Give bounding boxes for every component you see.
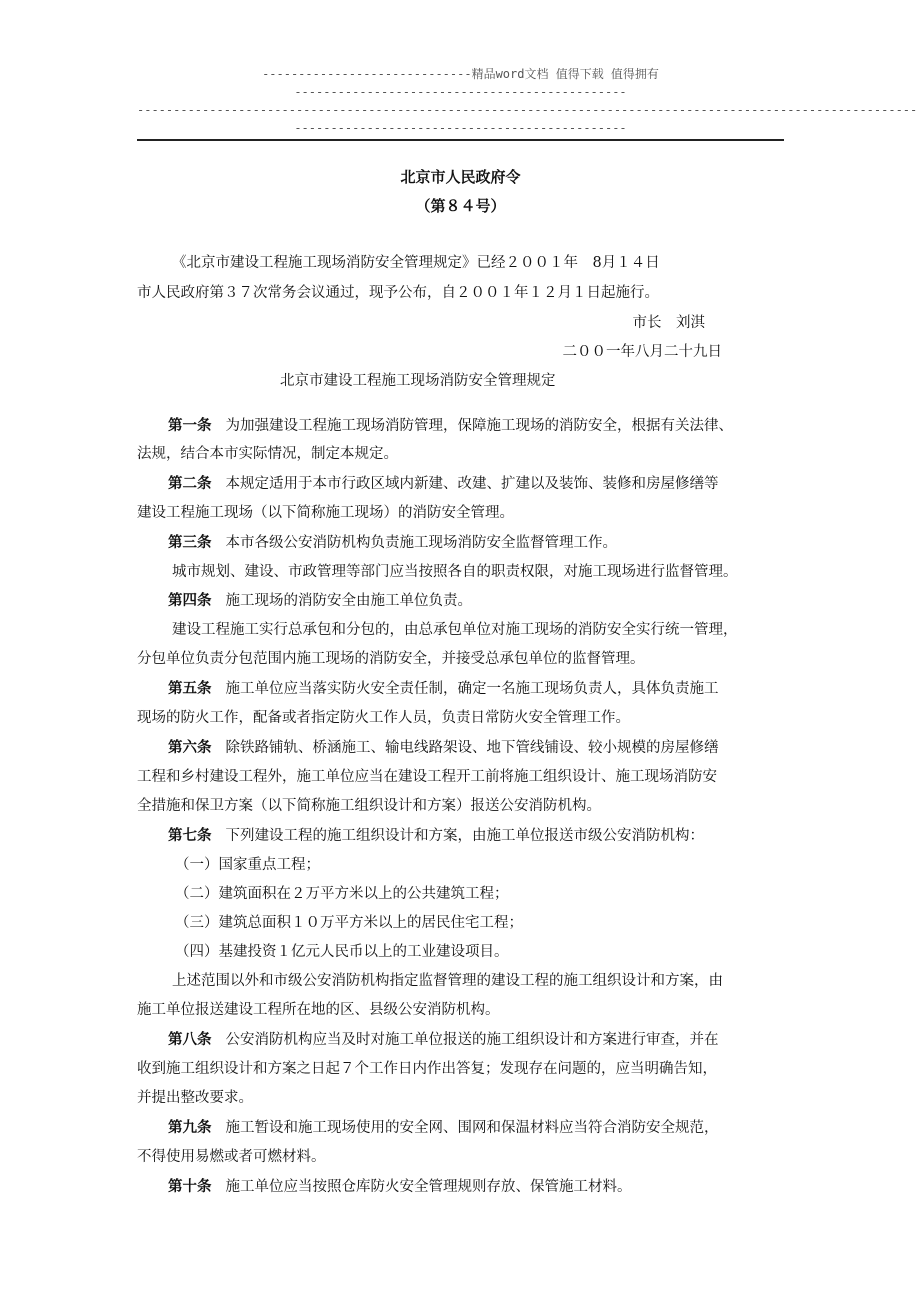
article-text: 施工现场的消防安全由施工单位负责。: [225, 593, 472, 609]
article-7-para-1: 上述范围以外和市级公安消防机构指定监督管理的建设工程的施工组织设计和方案，由: [172, 973, 723, 989]
header-line-3: ------------------------------------------------------------------------------------------------------------: [137, 103, 918, 117]
article-text: 公安消防机构应当及时对施工单位报送的施工组织设计和方案进行审查，并在: [225, 1032, 719, 1048]
intro-line-1: 《北京市建设工程施工现场消防安全管理规定》已经２００１年 8月１４日: [172, 255, 660, 271]
article-text: 为加强建设工程施工现场消防管理，保障施工现场的消防安全，根据有关法律、: [225, 418, 733, 434]
mayor-signature: 市长 刘淇: [632, 315, 705, 331]
intro-line-2: 市人民政府第３７次常务会议通过，现予公布，自２００１年１２月１日起施行。: [137, 285, 659, 301]
article-text: 下列建设工程的施工组织设计和方案，由施工单位报送市级公安消防机构：: [225, 828, 704, 844]
article-text: 除铁路铺轨、桥涵施工、输电线路架设、地下管线铺设、较小规模的房屋修缮: [225, 740, 719, 756]
article-label: 第二条: [168, 475, 212, 492]
article-label: 第一条: [168, 417, 212, 434]
article-9-line-2: 不得使用易燃或者可燃材料。: [137, 1149, 326, 1165]
article-text: 本市各级公安消防机构负责施工现场消防安全监督管理工作。: [225, 535, 617, 551]
article-6-line-3: 全措施和保卫方案（以下简称施工组织设计和方案）报送公安消防机构。: [137, 798, 601, 814]
header-rule: [137, 139, 784, 141]
article-1: [168, 415, 733, 437]
article-label: 第九条: [168, 1119, 212, 1136]
article-text: 本规定适用于本市行政区域内新建、改建、扩建以及装饰、装修和房屋修缮等: [225, 476, 719, 492]
article-4-line-3: 分包单位负责分包范围内施工现场的消防安全，并接受总承包单位的监督管理。: [137, 651, 645, 667]
regulation-title: 北京市建设工程施工现场消防安全管理规定: [280, 373, 556, 389]
article-7-item-4: （四）基建投资１亿元人民币以上的工业建设项目。: [175, 944, 509, 960]
document-title: 北京市人民政府令: [400, 168, 521, 186]
article-label: 第六条: [168, 739, 212, 756]
article-6: [168, 737, 719, 759]
article-text: 施工单位应当落实防火安全责任制，确定一名施工现场负责人，具体负责施工: [225, 681, 719, 697]
article-7-item-3: （三）建筑总面积１０万平方米以上的居民住宅工程；: [175, 915, 523, 931]
article-7-para-2: 施工单位报送建设工程所在地的区、县级公安消防机构。: [137, 1002, 500, 1018]
article-8-line-3: 并提出整改要求。: [137, 1090, 253, 1106]
article-4-line-2: 建设工程施工实行总承包和分包的，由总承包单位对施工现场的消防安全实行统一管理，: [172, 622, 738, 638]
article-8: [168, 1029, 719, 1051]
article-6-line-2: 工程和乡村建设工程外，施工单位应当在建设工程开工前将施工组织设计、施工现场消防安: [137, 769, 717, 785]
article-7-item-1: （一）国家重点工程；: [175, 857, 320, 873]
article-3: [168, 532, 617, 554]
article-9: [168, 1117, 719, 1139]
article-label: 第五条: [168, 680, 212, 697]
article-7: [168, 825, 704, 847]
header-line-1: -----------------------------精品word文档 值得下载 值得拥有: [262, 67, 659, 81]
article-3-line-2: 城市规划、建设、市政管理等部门应当按照各自的职责权限，对施工现场进行监督管理。: [172, 564, 738, 580]
article-1-line-2: 法规，结合本市实际情况，制定本规定。: [137, 446, 398, 462]
decree-number: （第８４号）: [415, 197, 506, 215]
article-2-line-2: 建设工程施工现场（以下简称施工现场）的消防安全管理。: [137, 505, 514, 521]
article-label: 第七条: [168, 827, 212, 844]
signing-date: 二００一年八月二十九日: [562, 344, 722, 360]
article-2: [168, 473, 719, 495]
header-line-2: ----------------------------------------------: [294, 85, 627, 99]
article-8-line-2: 收到施工组织设计和方案之日起７个工作日内作出答复；发现存在问题的，应当明确告知，: [137, 1061, 717, 1077]
article-label: 第三条: [168, 534, 212, 551]
header-line-4: ----------------------------------------------: [294, 121, 627, 135]
article-10: [168, 1176, 632, 1198]
article-label: 第四条: [168, 592, 212, 609]
article-7-item-2: （二）建筑面积在２万平方米以上的公共建筑工程；: [175, 886, 509, 902]
article-5-line-2: 现场的防火工作，配备或者指定防火工作人员，负责日常防火安全管理工作。: [137, 710, 630, 726]
article-4: [168, 590, 472, 612]
article-label: 第八条: [168, 1031, 212, 1048]
article-label: 第十条: [168, 1178, 212, 1195]
article-5: [168, 678, 719, 700]
article-text: 施工暂设和施工现场使用的安全网、围网和保温材料应当符合消防安全规范，: [225, 1120, 719, 1136]
article-text: 施工单位应当按照仓库防火安全管理规则存放、保管施工材料。: [225, 1179, 632, 1195]
